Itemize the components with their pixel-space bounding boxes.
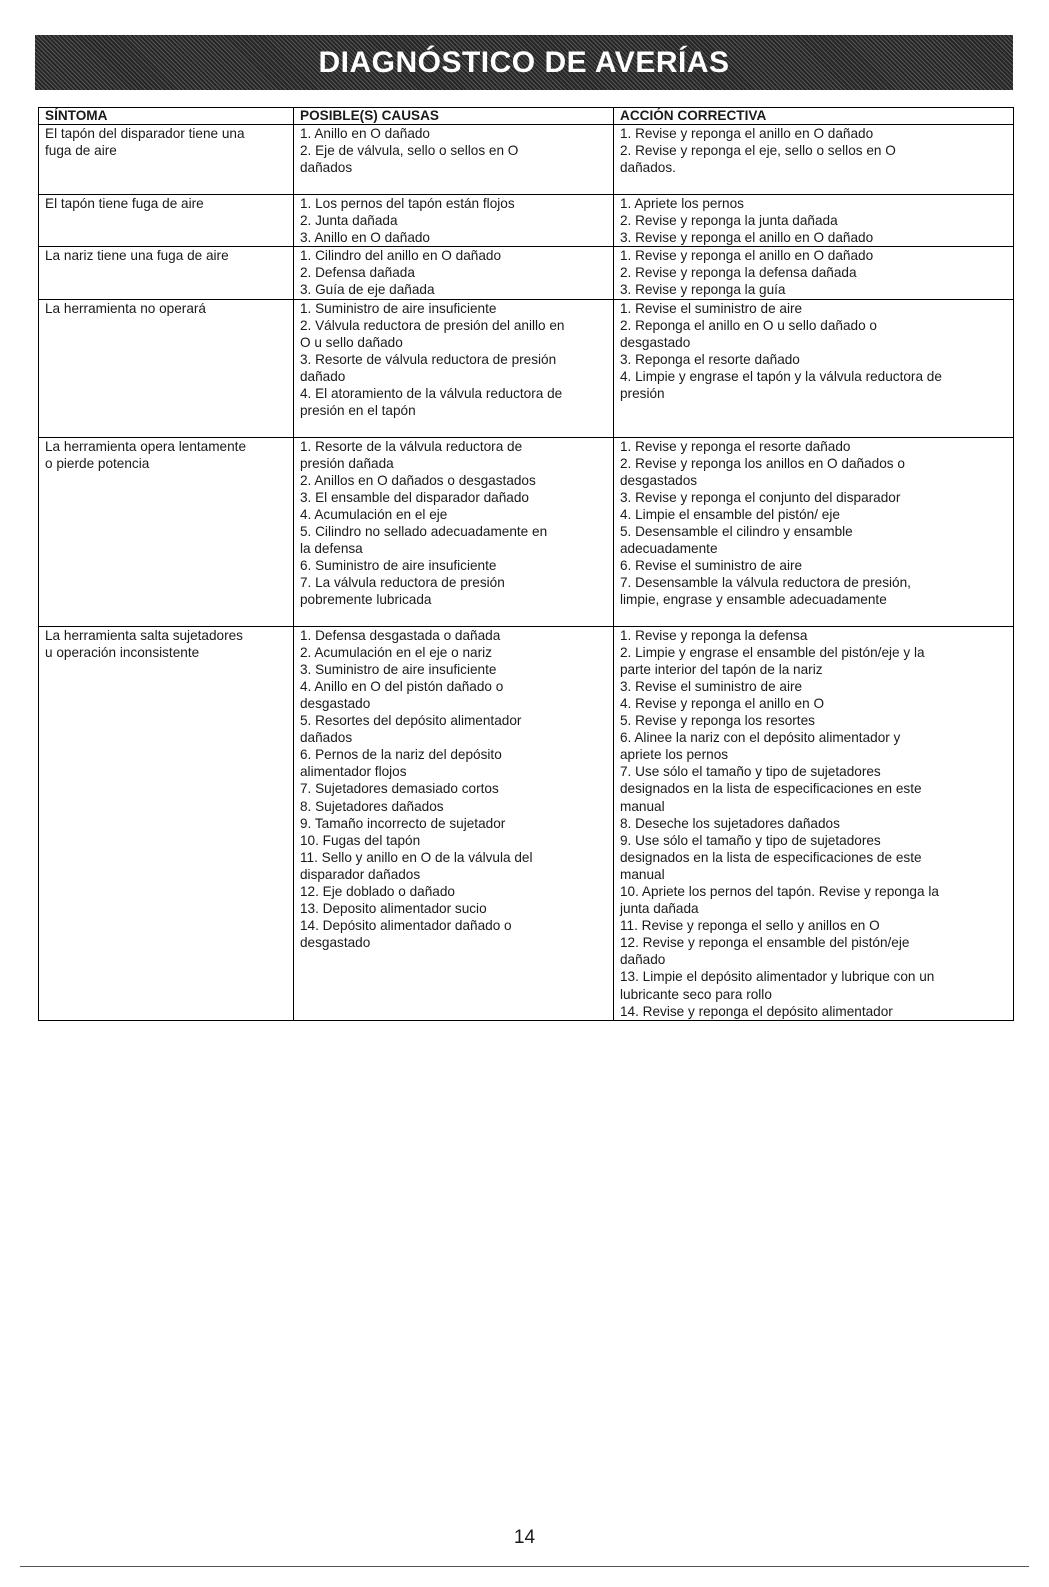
footer-divider [20, 1566, 1029, 1567]
causes-cell: 1. Cilindro del anillo en O dañado 2. Defensa dañada 3. Guía de eje dañada [294, 247, 614, 299]
title-banner [35, 35, 1013, 90]
header-actions: ACCIÓN CORRECTIVA [614, 108, 1014, 125]
causes-cell: 1. Los pernos del tapón están flojos 2. Junta dañada 3. Anillo en O dañado [294, 195, 614, 247]
causes-cell: 1. Resorte de la válvula reductora de presión dañada 2. Anillos en O dañados o desgastados 3. El ensamble del disparador dañado 4. Acumulación en el eje 5. Cilindro no sellado adecuadamente en la defensa 6. Suministro de aire insuficiente 7. La válvula reductora de presión pobremente lubricada [294, 437, 614, 626]
causes-cell: 1. Suministro de aire insuficiente 2. Válvula reductora de presión del anillo en O u sello dañado 3. Resorte de válvula reductora de presión dañado 4. El atoramiento de la válvula reductora de presión en el tapón [294, 299, 614, 437]
actions-cell: 1. Revise y reponga el resorte dañado 2. Revise y reponga los anillos en O dañados o desgastados 3. Revise y reponga el conjunto del disparador 4. Limpie el ensamble del pistón/ eje 5. Desensamble el cilindro y ensamble adecuadamente 6. Revise el suministro de aire 7. Desensamble la válvula reductora de presión, limpie, engrase y ensamble adecuadamente [614, 437, 1014, 626]
symptom-cell: La herramienta salta sujetadores u operación inconsistente [39, 626, 294, 1020]
actions-cell: 1. Apriete los pernos 2. Revise y reponga la junta dañada 3. Revise y reponga el anillo en O dañado [614, 195, 1014, 247]
table-header-row [39, 108, 1014, 125]
actions-cell: 1. Revise y reponga la defensa 2. Limpie y engrase el ensamble del pistón/eje y la parte interior del tapón de la nariz 3. Revise el suministro de aire 4. Revise y reponga el anillo en O 5. Revise y reponga los resortes 6. Alinee la nariz con el depósito alimentador y apriete los pernos 7. Use sólo el tamaño y tipo de sujetadores designados en la lista de especificaciones en este manual 8. Deseche los sujetadores dañados 9. Use sólo el tamaño y tipo de sujetadores designados en la lista de especificaciones de este manual 10. Apriete los pernos del tapón. Revise y reponga la junta dañada 11. Revise y reponga el sello y anillos en O 12. Revise y reponga el ensamble del pistón/eje dañado 13. Limpie el depósito alimentador y lubrique con un lubricante seco para rollo 14. Revise y reponga el depósito alimentador [614, 626, 1014, 1020]
table-row [39, 247, 1014, 299]
actions-cell: 1. Revise y reponga el anillo en O dañado 2. Revise y reponga el eje, sello o sellos en O dañados. [614, 125, 1014, 195]
header-causes: POSIBLE(S) CAUSAS [294, 108, 614, 125]
symptom-cell: La herramienta no operará [39, 299, 294, 437]
header-symptom: SÍNTOMA [39, 108, 294, 125]
table-row [39, 626, 1014, 1020]
causes-cell: 1. Anillo en O dañado 2. Eje de válvula, sello o sellos en O dañados [294, 125, 614, 195]
symptom-cell: La nariz tiene una fuga de aire [39, 247, 294, 299]
symptom-cell: El tapón tiene fuga de aire [39, 195, 294, 247]
table-row [39, 299, 1014, 437]
table-row [39, 125, 1014, 195]
page-number: 14 [513, 1527, 536, 1548]
page-title: DIAGNÓSTICO DE AVERÍAS [318, 45, 730, 79]
table-row [39, 195, 1014, 247]
actions-cell: 1. Revise y reponga el anillo en O dañado 2. Revise y reponga la defensa dañada 3. Revise y reponga la guía [614, 247, 1014, 299]
actions-cell: 1. Revise el suministro de aire 2. Reponga el anillo en O u sello dañado o desgastado 3. Reponga el resorte dañado 4. Limpie y engrase el tapón y la válvula reductora de presión [614, 299, 1014, 437]
symptom-cell: El tapón del disparador tiene una fuga de aire [39, 125, 294, 195]
causes-cell: 1. Defensa desgastada o dañada 2. Acumulación en el eje o nariz 3. Suministro de aire insuficiente 4. Anillo en O del pistón dañado o desgastado 5. Resortes del depósito alimentador dañados 6. Pernos de la nariz del depósito alimentador flojos 7. Sujetadores demasiado cortos 8. Sujetadores dañados 9. Tamaño incorrecto de sujetador 10. Fugas del tapón 11. Sello y anillo en O de la válvula del disparador dañados 12. Eje doblado o dañado 13. Deposito alimentador sucio 14. Depósito alimentador dañado o desgastado [294, 626, 614, 1020]
troubleshooting-table [38, 107, 1014, 1021]
symptom-cell: La herramienta opera lentamente o pierde potencia [39, 437, 294, 626]
table-row [39, 437, 1014, 626]
